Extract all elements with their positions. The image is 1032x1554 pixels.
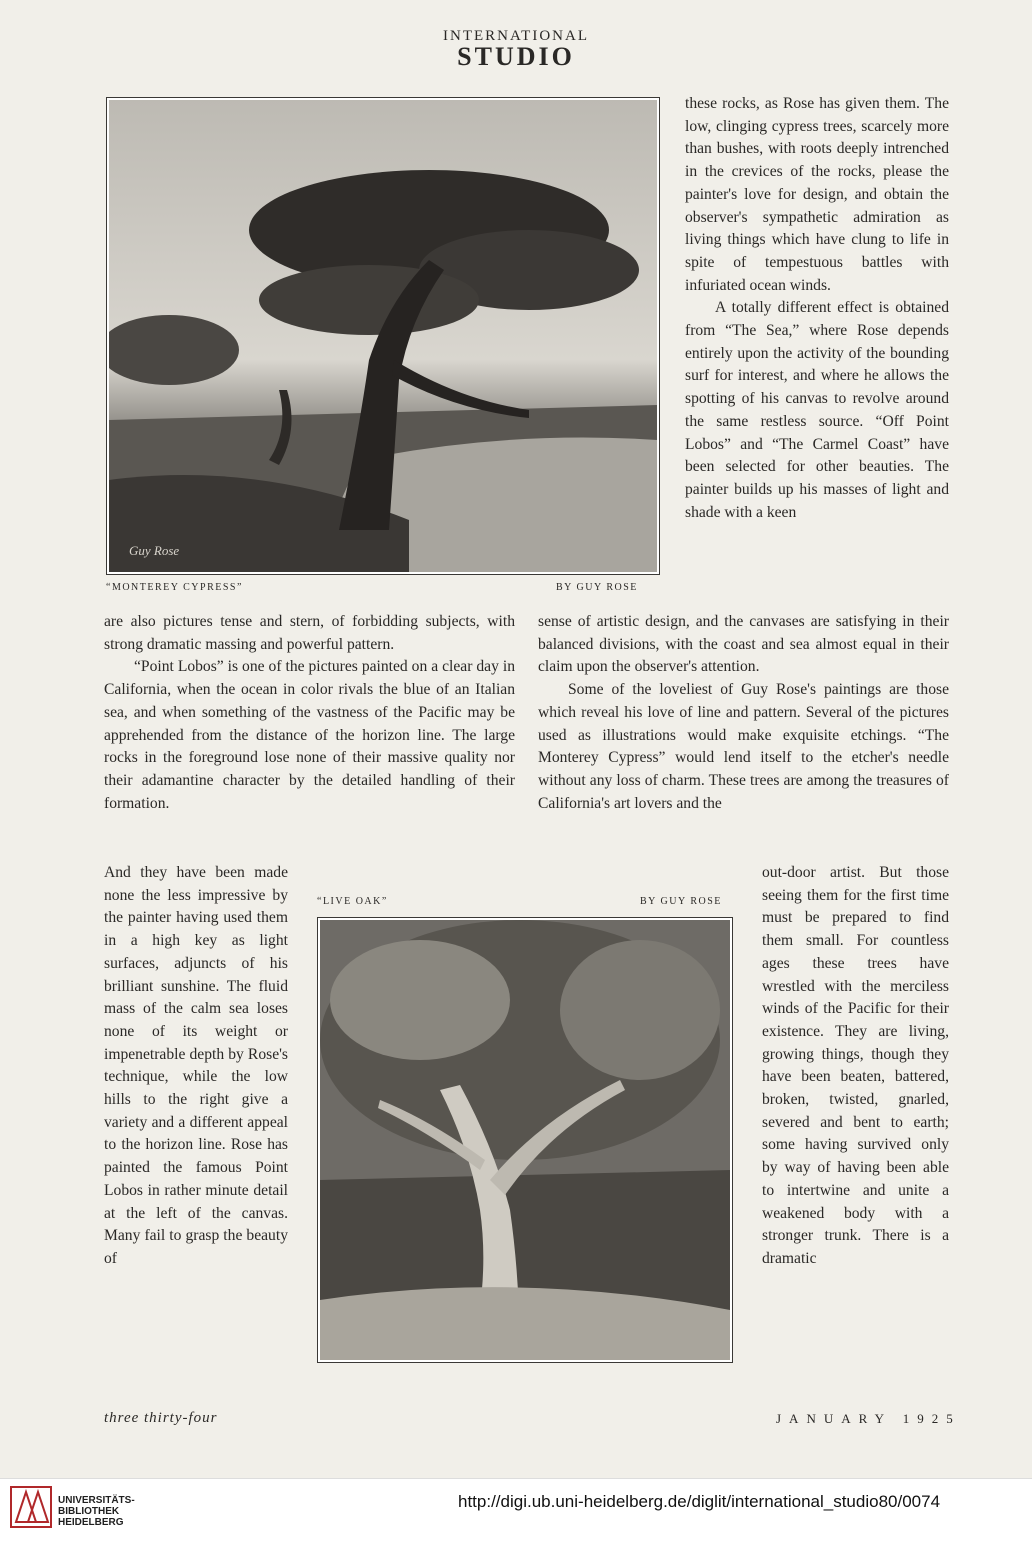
- issue-date: JANUARY 1925: [776, 1411, 961, 1426]
- right-middle-paragraph-1: sense of artistic design, and the canvases are satisfying in their balanced divisions, with the coast and sea almost equal in their claim upon the observer's attention.: [538, 613, 949, 676]
- live-oak-image: [320, 920, 730, 1360]
- source-url-link[interactable]: http://digi.ub.uni-heidelberg.de/diglit/international_studio80/0074: [458, 1492, 941, 1511]
- caption-monterey-cypress-title: “MONTEREY CYPRESS”: [106, 582, 243, 593]
- library-name-line-1: UNIVERSITÄTS-: [58, 1495, 135, 1506]
- masthead-line-1: INTERNATIONAL: [443, 28, 589, 44]
- right-middle-column: [538, 611, 949, 815]
- left-middle-column: [104, 611, 515, 815]
- monterey-cypress-plate: [106, 97, 660, 575]
- live-oak-plate: [317, 917, 733, 1363]
- left-bottom-column: [104, 862, 288, 1271]
- caption-live-oak-title: “LIVE OAK”: [317, 896, 388, 907]
- library-logo-icon: [10, 1486, 52, 1528]
- monterey-cypress-image: [109, 100, 657, 572]
- masthead-title: STUDIO: [457, 42, 575, 71]
- right-bottom-column: [762, 862, 949, 1271]
- left-bottom-paragraph: And they have been made none the less impressive by the painter having used them in a high key as light surfaces, adjuncts of his brilliant sunshine. The fluid mass of the calm sea loses none of its weight or impenetrable depth by Rose's technique, while the low hills to the right give a variety and a different appeal to the horizon line. Rose has painted the famous Point Lobos in rather minute detail at the left of the canvas. Many fail to grasp the beauty of: [104, 864, 288, 1267]
- library-name: [58, 1495, 135, 1528]
- right-middle-paragraph-2: Some of the loveliest of Guy Rose's paintings are those which reveal his love of line and pattern. Several of the pictures used as illustrations would make exquisite etchings. “The Monterey Cypress” would lend itself to the etcher's needle without any loss of charm. These trees are among the treasures of California's art lovers and the: [538, 681, 949, 812]
- caption-live-oak-credit: BY GUY ROSE: [640, 896, 722, 907]
- library-footer-bar: [0, 1478, 1032, 1554]
- right-top-column: [685, 93, 949, 524]
- page-number: three thirty-four: [104, 1410, 218, 1426]
- right-top-paragraph-1: these rocks, as Rose has given them. The low, clinging cypress trees, scarcely more than bushes, with roots deeply intrenched in the crevices of the rocks, please the painter's love for design, and obtain the observer's sympathetic admiration as living things which have clung to life in spite of tempestuous battles with infuriated ocean winds.: [685, 95, 949, 294]
- left-middle-paragraph-1: are also pictures tense and stern, of forbidding subjects, with strong dramatic massing and powerful pattern.: [104, 613, 515, 653]
- left-middle-paragraph-2: “Point Lobos” is one of the pictures painted on a clear day in California, when the ocean in color rivals the blue of an Italian sea, and when something of the vastness of the Pacific may be apprehended from the distance of the horizon line. The large rocks in the foreground lose none of their massive quality nor their adamantine character by the detailed handling of their formation.: [104, 658, 515, 812]
- right-bottom-paragraph: out-door artist. But those seeing them for the first time must be prepared to find them small. For countless ages these trees have wrestled with the merciless winds of the Pacific for their existence. They are living, growing things, though they have been beaten, battered, broken, twisted, gnarled, severed and bent to earth; some having survived only by way of having been able to intertwine and unite a weakened body with a stronger trunk. There is a dramatic: [762, 864, 949, 1267]
- caption-monterey-cypress-credit: BY GUY ROSE: [556, 582, 638, 593]
- signature-text: Guy Rose: [129, 543, 180, 558]
- right-top-paragraph-2: A totally different effect is obtained from “The Sea,” where Rose depends entirely upon the activity of the bounding surf for interest, and where he allows the spotting of his canvas to revolve around the same restless source. “Off Point Lobos” and “The Carmel Coast” have been selected for other beauties. The painter builds up his masses of light and shade with a keen: [685, 299, 949, 521]
- library-name-line-3: HEIDELBERG: [58, 1517, 124, 1528]
- library-name-line-2: BIBLIOTHEK: [58, 1506, 120, 1517]
